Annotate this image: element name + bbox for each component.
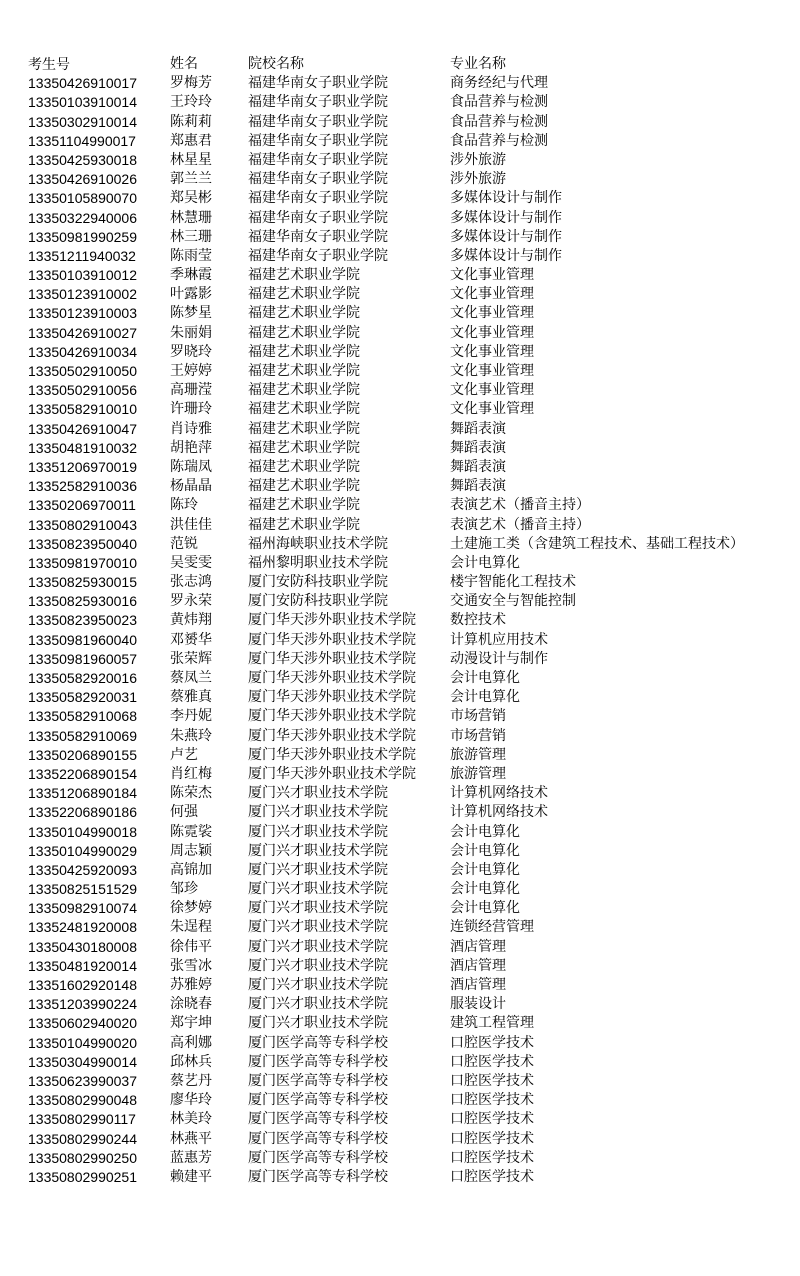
- cell-school: 福建华南女子职业学院: [248, 209, 388, 226]
- cell-exam-id: 13350322940006: [28, 209, 138, 226]
- cell-major: 旅游管理: [450, 746, 506, 763]
- cell-school: 福建艺术职业学院: [248, 382, 360, 399]
- cell-school: 厦门兴才职业技术学院: [248, 823, 388, 840]
- cell-name: 罗永荣: [170, 593, 212, 610]
- cell-major: 食品营养与检测: [450, 94, 548, 111]
- table-row: [28, 611, 788, 630]
- cell-exam-id: 13350802990251: [28, 1168, 138, 1185]
- cell-major: 市场营销: [450, 708, 506, 725]
- cell-name: 陈雨莹: [170, 247, 212, 264]
- cell-name: 罗晓玲: [170, 343, 212, 360]
- cell-exam-id: 13350623990037: [28, 1072, 138, 1089]
- table-row: [28, 1053, 788, 1072]
- cell-school: 福建艺术职业学院: [248, 439, 360, 456]
- cell-school: 福建华南女子职业学院: [248, 190, 388, 207]
- cell-school: 厦门华天涉外职业技术学院: [248, 708, 416, 725]
- cell-major: 文化事业管理: [450, 324, 534, 341]
- cell-name: 徐伟平: [170, 938, 212, 955]
- cell-school: 福建艺术职业学院: [248, 458, 360, 475]
- cell-name: 邓赟华: [170, 631, 212, 648]
- cell-school: 福建艺术职业学院: [248, 516, 360, 533]
- cell-school: 厦门医学高等专科学校: [248, 1072, 388, 1089]
- table-row: [28, 803, 788, 822]
- header-name: 姓名: [170, 56, 198, 72]
- cell-major: 商务经纪与代理: [450, 75, 548, 92]
- cell-exam-id: 13352582910036: [28, 478, 138, 495]
- cell-school: 厦门医学高等专科学校: [248, 1034, 388, 1051]
- cell-school: 福建华南女子职业学院: [248, 151, 388, 168]
- cell-exam-id: 13350602940020: [28, 1015, 138, 1032]
- cell-major: 连锁经营管理: [450, 919, 534, 936]
- cell-major: 口腔医学技术: [450, 1034, 534, 1051]
- cell-school: 福建华南女子职业学院: [248, 171, 388, 188]
- cell-exam-id: 13351206970019: [28, 458, 138, 475]
- table-row: [28, 420, 788, 439]
- table-row: [28, 1130, 788, 1149]
- cell-name: 陈梦星: [170, 305, 212, 322]
- cell-school: 福建艺术职业学院: [248, 363, 360, 379]
- cell-school: 厦门兴才职业技术学院: [248, 881, 388, 898]
- cell-major: 会计电算化: [450, 842, 520, 859]
- cell-school: 福建华南女子职业学院: [248, 132, 388, 149]
- header-major: 专业名称: [450, 56, 506, 72]
- table-row: [28, 938, 788, 957]
- cell-major: 会计电算化: [450, 689, 520, 706]
- cell-major: 口腔医学技术: [450, 1072, 534, 1089]
- table-row: [28, 1091, 788, 1110]
- table-row: [28, 899, 788, 918]
- cell-name: 邹珍: [170, 881, 198, 898]
- cell-exam-id: 13350103910014: [28, 94, 138, 111]
- cell-school: 厦门兴才职业技术学院: [248, 1015, 388, 1032]
- table-row: [28, 285, 788, 304]
- cell-major: 土建施工类（含建筑工程技术、基础工程技术）: [450, 535, 744, 552]
- cell-school: 厦门华天涉外职业技术学院: [248, 650, 416, 667]
- table-row: [28, 400, 788, 419]
- table-row: [28, 861, 788, 880]
- table-row: [28, 631, 788, 650]
- cell-exam-id: 13350426910047: [28, 420, 138, 437]
- cell-major: 口腔医学技术: [450, 1053, 534, 1070]
- cell-exam-id: 13351206890184: [28, 785, 138, 802]
- cell-name: 蓝惠芳: [170, 1149, 212, 1166]
- cell-school: 福建艺术职业学院: [248, 420, 360, 437]
- cell-school: 福建艺术职业学院: [248, 286, 360, 303]
- cell-name: 吴雯雯: [170, 554, 212, 571]
- cell-school: 厦门兴才职业技术学院: [248, 900, 388, 917]
- cell-school: 厦门医学高等专科学校: [248, 1092, 388, 1109]
- cell-major: 会计电算化: [450, 554, 520, 571]
- cell-exam-id: 13350825151529: [28, 881, 138, 898]
- cell-exam-id: 13350502910050: [28, 363, 138, 379]
- header-exam-id: 考生号: [28, 56, 70, 72]
- table-row: [28, 362, 788, 381]
- cell-exam-id: 13350825930016: [28, 593, 138, 610]
- cell-school: 厦门兴才职业技术学院: [248, 919, 388, 936]
- cell-major: 多媒体设计与制作: [450, 190, 562, 207]
- cell-exam-id: 13350426910017: [28, 75, 138, 92]
- table-row: [28, 957, 788, 976]
- cell-exam-id: 13350104990018: [28, 823, 138, 840]
- cell-exam-id: 13350802990117: [28, 1111, 136, 1128]
- table-row: [28, 573, 788, 592]
- table-row: [28, 784, 788, 803]
- cell-exam-id: 13350103910012: [28, 267, 138, 284]
- cell-name: 卢艺: [170, 746, 198, 763]
- cell-name: 蔡艺丹: [170, 1072, 212, 1089]
- cell-exam-id: 13352206890154: [28, 765, 138, 782]
- cell-name: 朱逞程: [170, 919, 212, 936]
- cell-major: 文化事业管理: [450, 401, 534, 418]
- table-row: [28, 707, 788, 726]
- cell-exam-id: 13350425930018: [28, 151, 138, 168]
- cell-major: 建筑工程管理: [450, 1015, 534, 1032]
- table-row: [28, 995, 788, 1014]
- cell-school: 厦门华天涉外职业技术学院: [248, 670, 416, 686]
- cell-major: 会计电算化: [450, 881, 520, 898]
- cell-name: 林星星: [170, 151, 212, 168]
- table-row: [28, 765, 788, 784]
- cell-exam-id: 13350582920016: [28, 670, 138, 686]
- cell-name: 张荣辉: [170, 650, 212, 667]
- cell-major: 文化事业管理: [450, 343, 534, 360]
- cell-major: 动漫设计与制作: [450, 650, 548, 667]
- cell-major: 多媒体设计与制作: [450, 247, 562, 264]
- cell-name: 李丹妮: [170, 708, 212, 725]
- cell-major: 舞蹈表演: [450, 458, 506, 475]
- cell-major: 口腔医学技术: [450, 1092, 534, 1109]
- cell-exam-id: 13350302910014: [28, 113, 138, 130]
- table-row: [28, 1014, 788, 1033]
- cell-exam-id: 13350823950040: [28, 535, 138, 552]
- cell-name: 罗梅芳: [170, 75, 212, 92]
- cell-school: 厦门安防科技职业学院: [248, 574, 388, 591]
- cell-name: 王玲玲: [170, 94, 212, 111]
- cell-exam-id: 13350426910026: [28, 171, 138, 188]
- cell-exam-id: 13352481920008: [28, 919, 138, 936]
- table-body: [28, 74, 788, 1187]
- cell-major: 口腔医学技术: [450, 1130, 534, 1147]
- cell-exam-id: 13350304990014: [28, 1053, 138, 1070]
- cell-name: 周志颖: [170, 842, 212, 859]
- table-row: [28, 1149, 788, 1168]
- cell-name: 洪佳佳: [170, 516, 212, 533]
- cell-name: 涂晓春: [170, 996, 212, 1013]
- cell-exam-id: 13350426910034: [28, 343, 138, 360]
- cell-school: 福建艺术职业学院: [248, 305, 360, 322]
- table-row: [28, 650, 788, 669]
- cell-major: 会计电算化: [450, 823, 520, 840]
- cell-name: 邱林兵: [170, 1053, 212, 1070]
- cell-name: 赖建平: [170, 1168, 212, 1185]
- cell-exam-id: 13350582910069: [28, 727, 138, 744]
- cell-school: 福建华南女子职业学院: [248, 94, 388, 111]
- cell-name: 黄炜翔: [170, 612, 212, 629]
- table-row: [28, 170, 788, 189]
- cell-school: 厦门华天涉外职业技术学院: [248, 765, 416, 782]
- table-row: [28, 727, 788, 746]
- table-row: [28, 151, 788, 170]
- cell-exam-id: 13351211940032: [28, 247, 136, 264]
- cell-school: 厦门兴才职业技术学院: [248, 957, 388, 974]
- cell-major: 酒店管理: [450, 977, 506, 993]
- cell-major: 多媒体设计与制作: [450, 209, 562, 226]
- cell-school: 福州海峡职业技术学院: [248, 535, 388, 552]
- cell-name: 高珊滢: [170, 382, 212, 399]
- cell-exam-id: 13350123910002: [28, 286, 138, 303]
- table-row: [28, 842, 788, 861]
- cell-exam-id: 13350802990250: [28, 1149, 138, 1166]
- cell-name: 叶露影: [170, 286, 212, 303]
- cell-exam-id: 13350981990259: [28, 228, 138, 245]
- cell-school: 厦门兴才职业技术学院: [248, 996, 388, 1013]
- cell-name: 张雪冰: [170, 957, 212, 974]
- table-row: [28, 535, 788, 554]
- cell-major: 会计电算化: [450, 861, 520, 878]
- cell-major: 文化事业管理: [450, 305, 534, 322]
- cell-name: 胡艳萍: [170, 439, 212, 456]
- cell-school: 厦门兴才职业技术学院: [248, 842, 388, 859]
- cell-exam-id: 13350981960057: [28, 650, 138, 667]
- table-row: [28, 304, 788, 323]
- cell-major: 舞蹈表演: [450, 439, 506, 456]
- cell-exam-id: 13351203990224: [28, 996, 138, 1013]
- cell-name: 季琳霞: [170, 267, 212, 284]
- cell-name: 朱丽娟: [170, 324, 212, 341]
- cell-school: 福建艺术职业学院: [248, 267, 360, 284]
- cell-major: 食品营养与检测: [450, 113, 548, 130]
- cell-name: 陈莉莉: [170, 113, 212, 130]
- cell-school: 福建艺术职业学院: [248, 401, 360, 418]
- cell-school: 厦门医学高等专科学校: [248, 1053, 388, 1070]
- cell-major: 涉外旅游: [450, 151, 506, 168]
- cell-name: 杨晶晶: [170, 478, 212, 495]
- table-row: [28, 324, 788, 343]
- table-row: [28, 976, 788, 995]
- cell-exam-id: 13350206890155: [28, 746, 138, 763]
- cell-major: 文化事业管理: [450, 267, 534, 284]
- cell-name: 朱燕玲: [170, 727, 212, 744]
- cell-exam-id: 13350481910032: [28, 439, 138, 456]
- cell-name: 郭兰兰: [170, 171, 212, 188]
- cell-major: 楼宇智能化工程技术: [450, 574, 576, 591]
- cell-school: 厦门医学高等专科学校: [248, 1111, 388, 1128]
- cell-school: 厦门兴才职业技术学院: [248, 861, 388, 878]
- cell-exam-id: 13351602920148: [28, 977, 138, 993]
- table-row: [28, 247, 788, 266]
- table-row: [28, 113, 788, 132]
- table-row: [28, 381, 788, 400]
- cell-name: 范锐: [170, 535, 198, 552]
- cell-school: 厦门华天涉外职业技术学院: [248, 612, 416, 629]
- table-row: [28, 918, 788, 937]
- cell-exam-id: 13350105890070: [28, 190, 138, 207]
- cell-major: 口腔医学技术: [450, 1168, 534, 1185]
- cell-name: 王婷婷: [170, 363, 212, 379]
- cell-major: 酒店管理: [450, 957, 506, 974]
- cell-major: 市场营销: [450, 727, 506, 744]
- cell-exam-id: 13350502910056: [28, 382, 138, 399]
- cell-exam-id: 13351104990017: [28, 132, 136, 149]
- table-row: [28, 496, 788, 515]
- cell-school: 厦门兴才职业技术学院: [248, 938, 388, 955]
- cell-name: 高利娜: [170, 1034, 212, 1051]
- cell-major: 食品营养与检测: [450, 132, 548, 149]
- cell-major: 文化事业管理: [450, 382, 534, 399]
- cell-exam-id: 13350802910043: [28, 516, 138, 533]
- cell-name: 肖红梅: [170, 765, 212, 782]
- table-row: [28, 880, 788, 899]
- cell-school: 厦门医学高等专科学校: [248, 1130, 388, 1147]
- cell-exam-id: 13350425920093: [28, 861, 138, 878]
- table-row: [28, 93, 788, 112]
- header-school: 院校名称: [248, 56, 304, 72]
- table-row: [28, 592, 788, 611]
- cell-name: 郑惠君: [170, 132, 212, 149]
- cell-school: 福建华南女子职业学院: [248, 228, 388, 245]
- cell-major: 舞蹈表演: [450, 478, 506, 495]
- cell-school: 福建华南女子职业学院: [248, 113, 388, 130]
- cell-exam-id: 13352206890186: [28, 804, 138, 821]
- table-row: [28, 477, 788, 496]
- cell-name: 高锦加: [170, 861, 212, 878]
- cell-name: 陈玲: [170, 497, 198, 514]
- cell-exam-id: 13350982910074: [28, 900, 138, 917]
- cell-major: 表演艺术（播音主持）: [450, 497, 590, 514]
- cell-exam-id: 13350981970010: [28, 554, 138, 571]
- table-row: [28, 228, 788, 247]
- cell-major: 会计电算化: [450, 900, 520, 917]
- cell-major: 交通安全与智能控制: [450, 593, 576, 610]
- cell-exam-id: 13350426910027: [28, 324, 138, 341]
- cell-name: 何强: [170, 804, 198, 821]
- cell-name: 蔡雅真: [170, 689, 212, 706]
- cell-name: 肖诗雅: [170, 420, 212, 437]
- cell-major: 舞蹈表演: [450, 420, 506, 437]
- table-row: [28, 1072, 788, 1091]
- cell-name: 蔡凤兰: [170, 670, 212, 686]
- cell-major: 酒店管理: [450, 938, 506, 955]
- table-row: [28, 343, 788, 362]
- cell-exam-id: 13350823950023: [28, 612, 138, 629]
- cell-school: 福建华南女子职业学院: [248, 75, 388, 92]
- cell-name: 苏雅婷: [170, 977, 212, 993]
- cell-exam-id: 13350825930015: [28, 574, 138, 591]
- cell-exam-id: 13350206970011: [28, 497, 136, 514]
- cell-exam-id: 13350981960040: [28, 631, 138, 648]
- cell-exam-id: 13350802990048: [28, 1092, 138, 1109]
- table-row: [28, 439, 788, 458]
- table-row: [28, 516, 788, 535]
- cell-major: 口腔医学技术: [450, 1149, 534, 1166]
- cell-exam-id: 13350430180008: [28, 938, 138, 955]
- table-row: [28, 189, 788, 208]
- cell-major: 文化事业管理: [450, 363, 534, 379]
- table-row: [28, 266, 788, 285]
- cell-exam-id: 13350123910003: [28, 305, 138, 322]
- cell-school: 福州黎明职业技术学院: [248, 554, 388, 571]
- cell-major: 服装设计: [450, 996, 506, 1013]
- cell-school: 福建艺术职业学院: [248, 324, 360, 341]
- cell-exam-id: 13350104990029: [28, 842, 138, 859]
- cell-name: 徐梦婷: [170, 900, 212, 917]
- cell-school: 厦门兴才职业技术学院: [248, 804, 388, 821]
- cell-name: 陈荣杰: [170, 785, 212, 802]
- cell-name: 林燕平: [170, 1130, 212, 1147]
- cell-major: 数控技术: [450, 612, 506, 629]
- cell-name: 张志鸿: [170, 574, 212, 591]
- table-row: [28, 132, 788, 151]
- table-row: [28, 209, 788, 228]
- cell-exam-id: 13350582920031: [28, 689, 138, 706]
- cell-school: 厦门华天涉外职业技术学院: [248, 689, 416, 706]
- cell-school: 福建艺术职业学院: [248, 343, 360, 360]
- cell-major: 旅游管理: [450, 765, 506, 782]
- table-row: [28, 688, 788, 707]
- cell-major: 口腔医学技术: [450, 1111, 534, 1128]
- cell-school: 厦门华天涉外职业技术学院: [248, 746, 416, 763]
- cell-major: 多媒体设计与制作: [450, 228, 562, 245]
- cell-school: 福建艺术职业学院: [248, 478, 360, 495]
- cell-school: 厦门华天涉外职业技术学院: [248, 631, 416, 648]
- cell-name: 郑吴彬: [170, 190, 212, 207]
- table-row: [28, 1110, 788, 1129]
- cell-exam-id: 13350582910068: [28, 708, 138, 725]
- table-row: [28, 1034, 788, 1053]
- cell-name: 廖华玲: [170, 1092, 212, 1109]
- table-row: [28, 669, 788, 688]
- cell-major: 计算机网络技术: [450, 804, 548, 821]
- cell-school: 福建艺术职业学院: [248, 497, 360, 514]
- cell-name: 陈霓裟: [170, 823, 212, 840]
- cell-major: 计算机应用技术: [450, 631, 548, 648]
- table-row: [28, 74, 788, 93]
- cell-school: 厦门华天涉外职业技术学院: [248, 727, 416, 744]
- cell-exam-id: 13350582910010: [28, 401, 138, 418]
- cell-name: 郑宇坤: [170, 1015, 212, 1032]
- table-row: [28, 1168, 788, 1187]
- cell-name: 林美玲: [170, 1111, 212, 1128]
- cell-major: 涉外旅游: [450, 171, 506, 188]
- cell-exam-id: 13350104990020: [28, 1034, 138, 1051]
- cell-school: 厦门医学高等专科学校: [248, 1149, 388, 1166]
- cell-school: 厦门安防科技职业学院: [248, 593, 388, 610]
- table-row: [28, 458, 788, 477]
- cell-major: 计算机网络技术: [450, 785, 548, 802]
- cell-school: 福建华南女子职业学院: [248, 247, 388, 264]
- cell-school: 厦门兴才职业技术学院: [248, 977, 388, 993]
- table-row: [28, 554, 788, 573]
- cell-school: 厦门兴才职业技术学院: [248, 785, 388, 802]
- cell-name: 许珊玲: [170, 401, 212, 418]
- table-row: [28, 746, 788, 765]
- cell-name: 林三珊: [170, 228, 212, 245]
- cell-major: 会计电算化: [450, 670, 520, 686]
- admission-list-table: [28, 55, 788, 1187]
- cell-name: 林慧珊: [170, 209, 212, 226]
- cell-exam-id: 13350802990244: [28, 1130, 138, 1147]
- table-row: [28, 823, 788, 842]
- cell-exam-id: 13350481920014: [28, 957, 138, 974]
- cell-school: 厦门医学高等专科学校: [248, 1168, 388, 1185]
- table-header-row: [28, 55, 788, 74]
- cell-major: 表演艺术（播音主持）: [450, 516, 590, 533]
- cell-major: 文化事业管理: [450, 286, 534, 303]
- cell-name: 陈瑞凤: [170, 458, 212, 475]
